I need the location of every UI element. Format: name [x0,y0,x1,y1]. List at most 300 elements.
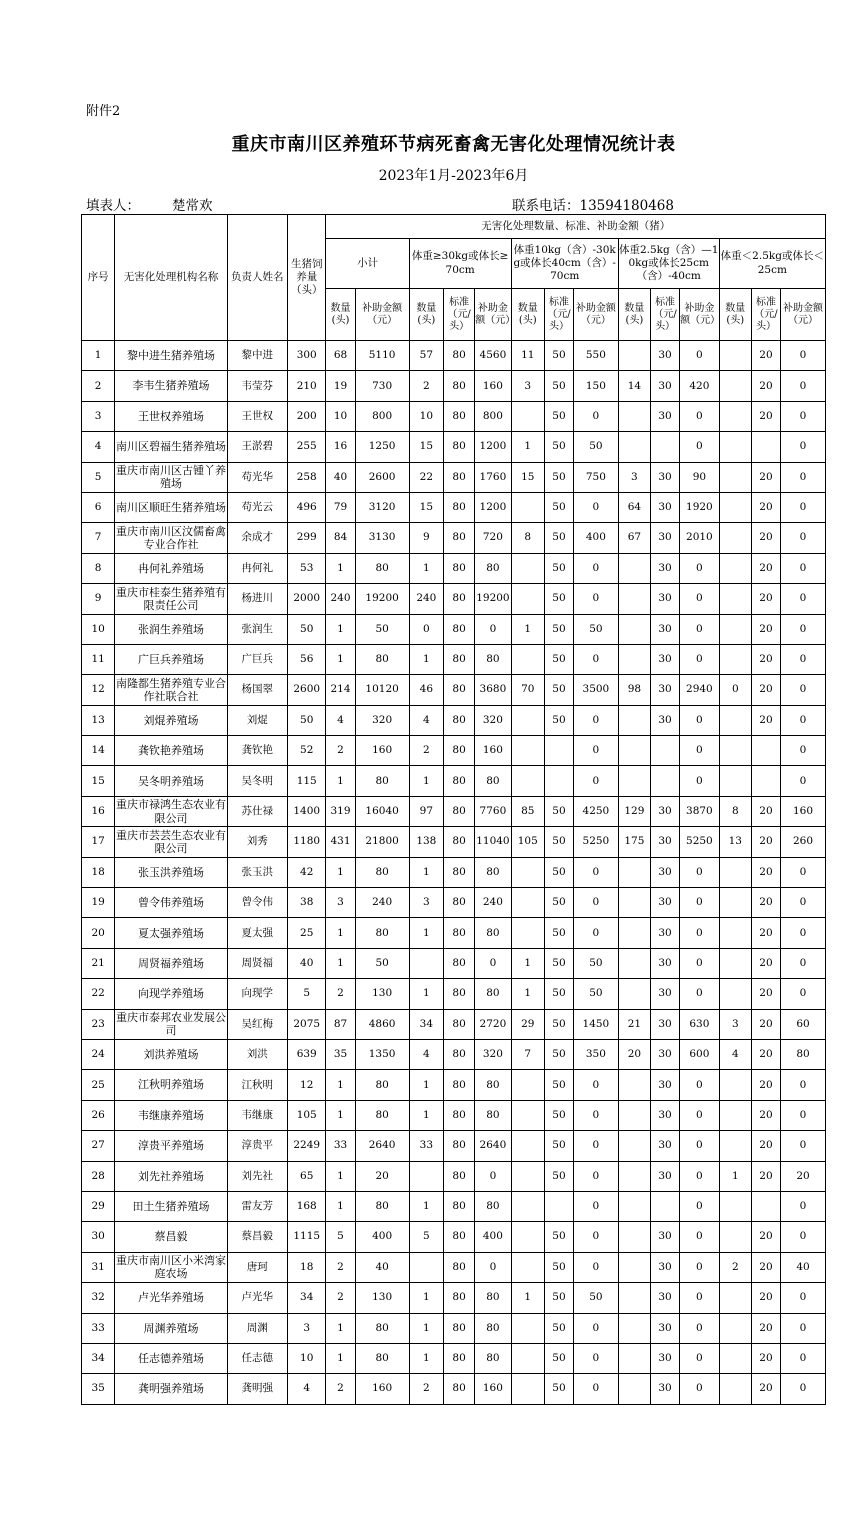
cell-seq: 10 [82,614,115,644]
cell-sub-amt: 16040 [355,796,409,826]
cell-w4-std [751,766,780,796]
cell-w1-amt: 0 [475,1252,511,1282]
cell-w4-amt: 0 [781,492,826,522]
cell-w1-qty: 33 [409,1131,443,1161]
cell-sub-amt: 400 [355,1222,409,1252]
cell-w2-amt: 0 [574,401,619,431]
cell-w4-qty [719,1222,751,1252]
cell-person: 吴冬明 [227,766,287,796]
table-row [82,979,826,1009]
cell-person: 刘焜 [227,705,287,735]
cell-w4-qty [719,462,751,492]
cell-stock: 4 [287,1374,325,1404]
cell-person: 周渊 [227,1313,287,1343]
cell-w4-qty [719,1191,751,1221]
cell-w3-amt: 0 [680,979,720,1009]
cell-org: 张润生养殖场 [115,614,227,644]
cell-w3-qty: 64 [618,492,650,522]
cell-w1-qty: 1 [409,857,443,887]
cell-sub-qty: 10 [326,401,355,431]
cell-sub-qty: 33 [326,1131,355,1161]
statistics-table [81,214,826,1405]
cell-sub-amt: 2600 [355,462,409,492]
cell-seq: 25 [82,1070,115,1100]
cell-w4-qty [719,1374,751,1404]
cell-w3-std: 30 [651,1161,680,1191]
header-group: 无害化处理数量、标准、补助金额（猪） [326,215,826,239]
cell-w1-amt: 80 [475,857,511,887]
cell-sub-amt: 2640 [355,1131,409,1161]
cell-w3-amt: 0 [680,1161,720,1191]
cell-w1-std: 80 [444,553,475,583]
cell-w1-qty: 138 [409,827,443,857]
cell-w1-amt: 80 [475,1191,511,1221]
cell-org: 重庆市南川区汶儒畜禽专业合作社 [115,523,227,553]
cell-w4-std: 20 [751,1070,780,1100]
cell-org: 南隆都生猪养殖专业合作社联合社 [115,675,227,705]
cell-w3-qty [618,1100,650,1130]
cell-w3-amt: 0 [680,766,720,796]
cell-w1-amt: 0 [475,614,511,644]
cell-w4-std: 20 [751,675,780,705]
cell-w4-qty [719,1100,751,1130]
cell-w4-std: 20 [751,888,780,918]
cell-stock: 200 [287,401,325,431]
cell-w2-amt: 1450 [574,1009,619,1039]
cell-w4-std: 20 [751,371,780,401]
cell-w3-amt: 5250 [680,827,720,857]
cell-w2-std: 50 [544,705,573,735]
cell-w1-qty: 1 [409,1191,443,1221]
cell-w3-qty [618,888,650,918]
header-sub-qty: 数量(头) [326,289,355,341]
cell-w4-std: 20 [751,705,780,735]
cell-person: 向现学 [227,979,287,1009]
table-row [82,827,826,857]
cell-w3-qty [618,341,650,371]
cell-w1-qty: 34 [409,1009,443,1039]
cell-w1-amt: 80 [475,644,511,674]
cell-stock: 40 [287,948,325,978]
cell-w1-qty [409,1161,443,1191]
cell-w1-qty: 0 [409,614,443,644]
cell-w1-amt: 11040 [475,827,511,857]
table-row [82,1252,826,1282]
cell-w1-std: 80 [444,1070,475,1100]
cell-w4-amt: 0 [781,1313,826,1343]
cell-w1-std: 80 [444,584,475,614]
cell-w1-amt: 1760 [475,462,511,492]
cell-w2-std: 50 [544,1252,573,1282]
cell-seq: 35 [82,1374,115,1404]
cell-w3-amt: 0 [680,1313,720,1343]
cell-w2-amt: 0 [574,1161,619,1191]
cell-person: 任志德 [227,1343,287,1373]
cell-w3-amt: 90 [680,462,720,492]
cell-w1-std: 80 [444,827,475,857]
cell-w3-qty [618,1313,650,1343]
cell-w4-amt: 0 [781,401,826,431]
cell-w2-amt: 0 [574,1191,619,1221]
cell-w2-amt: 50 [574,979,619,1009]
cell-sub-amt: 80 [355,766,409,796]
cell-w2-std: 50 [544,462,573,492]
table-row [82,675,826,705]
cell-org: 广巨兵养殖场 [115,644,227,674]
header-seq: 序号 [82,215,115,341]
cell-w3-qty [618,1191,650,1221]
header-subtotal: 小计 [326,239,409,289]
cell-seq: 7 [82,523,115,553]
cell-w1-qty: 57 [409,341,443,371]
contact-phone: 联系电话：13594180468 [512,198,674,214]
cell-w3-qty [618,614,650,644]
cell-seq: 9 [82,584,115,614]
cell-person: 龚明强 [227,1374,287,1404]
cell-w4-amt: 0 [781,523,826,553]
cell-w4-qty [719,736,751,766]
cell-w1-amt: 80 [475,979,511,1009]
cell-w1-qty: 1 [409,644,443,674]
cell-seq: 15 [82,766,115,796]
cell-sub-qty: 2 [326,1252,355,1282]
cell-w2-std: 50 [544,796,573,826]
cell-w2-amt: 0 [574,1131,619,1161]
cell-w4-std: 20 [751,401,780,431]
cell-w1-qty: 1 [409,979,443,1009]
cell-sub-qty: 79 [326,492,355,522]
cell-w1-std: 80 [444,644,475,674]
cell-w3-std: 30 [651,1009,680,1039]
cell-w3-amt: 0 [680,644,720,674]
table-row [82,1313,826,1343]
cell-w2-qty: 85 [511,796,544,826]
table-row [82,1161,826,1191]
cell-stock: 56 [287,644,325,674]
table-row [82,796,826,826]
cell-w4-amt: 0 [781,371,826,401]
cell-sub-qty: 35 [326,1039,355,1069]
table-row [82,736,826,766]
cell-person: 周贤福 [227,948,287,978]
cell-person: 雷友芳 [227,1191,287,1221]
cell-w2-amt: 0 [574,1222,619,1252]
cell-org: 韦继康养殖场 [115,1100,227,1130]
cell-w3-std: 30 [651,492,680,522]
cell-w3-amt: 0 [680,736,720,766]
cell-w4-amt: 0 [781,888,826,918]
cell-sub-amt: 730 [355,371,409,401]
cell-w4-qty [719,1070,751,1100]
page-title: 重庆市南川区养殖环节病死畜禽无害化处理情况统计表 [231,134,676,155]
cell-w1-std: 80 [444,1252,475,1282]
cell-w2-qty [511,1343,544,1373]
cell-seq: 11 [82,644,115,674]
header-w2: 体重10kg（含）-30kg或体长40cm（含）-70cm [511,239,618,289]
cell-w3-std: 30 [651,1374,680,1404]
cell-w4-amt: 0 [781,1343,826,1373]
cell-w2-amt: 0 [574,584,619,614]
cell-w4-qty [719,857,751,887]
cell-w2-amt: 0 [574,705,619,735]
cell-w4-std: 20 [751,1009,780,1039]
cell-org: 夏太强养殖场 [115,918,227,948]
cell-w1-qty: 22 [409,462,443,492]
cell-w3-std: 30 [651,918,680,948]
cell-w2-qty [511,553,544,583]
cell-w2-std: 50 [544,918,573,948]
cell-w3-std: 30 [651,462,680,492]
cell-org: 刘焜养殖场 [115,705,227,735]
cell-w1-std: 80 [444,1100,475,1130]
header-w4-amt: 补助金额（元） [781,289,826,341]
cell-org: 刘先社养殖场 [115,1161,227,1191]
cell-person: 唐珂 [227,1252,287,1282]
cell-w3-qty: 3 [618,462,650,492]
cell-stock: 25 [287,918,325,948]
report-period: 2023年1月-2023年6月 [378,168,529,184]
cell-w4-amt: 260 [781,827,826,857]
cell-w3-amt: 0 [680,401,720,431]
cell-w4-amt: 0 [781,918,826,948]
table-row [82,401,826,431]
cell-w4-amt: 0 [781,1191,826,1221]
cell-w1-amt: 2640 [475,1131,511,1161]
cell-w4-qty [719,766,751,796]
cell-person: 龚钦艳 [227,736,287,766]
cell-w4-qty [719,401,751,431]
cell-w4-amt: 160 [781,796,826,826]
cell-w2-qty: 1 [511,432,544,462]
cell-w1-amt: 2720 [475,1009,511,1039]
cell-w4-amt: 0 [781,462,826,492]
cell-w2-amt: 4250 [574,796,619,826]
cell-w3-amt: 420 [680,371,720,401]
cell-w4-qty: 8 [719,796,751,826]
cell-sub-qty: 40 [326,462,355,492]
cell-w4-amt: 0 [781,1070,826,1100]
cell-w3-std: 30 [651,948,680,978]
cell-w4-qty [719,371,751,401]
cell-person: 卢光华 [227,1283,287,1313]
cell-sub-amt: 160 [355,736,409,766]
cell-sub-amt: 21800 [355,827,409,857]
cell-sub-qty: 4 [326,705,355,735]
cell-w4-amt: 0 [781,948,826,978]
cell-w3-amt: 0 [680,553,720,583]
cell-w4-qty [719,1343,751,1373]
table-row [82,341,826,371]
cell-w2-amt: 0 [574,492,619,522]
cell-w2-std: 50 [544,979,573,1009]
cell-sub-amt: 1350 [355,1039,409,1069]
cell-w3-amt: 1920 [680,492,720,522]
cell-person: 刘洪 [227,1039,287,1069]
cell-w2-std: 50 [544,888,573,918]
cell-w1-std: 80 [444,1343,475,1373]
table-row [82,1222,826,1252]
cell-org: 周渊养殖场 [115,1313,227,1343]
cell-w2-amt: 0 [574,888,619,918]
table-row [82,1343,826,1373]
cell-w2-std: 50 [544,584,573,614]
cell-w4-amt: 0 [781,766,826,796]
cell-w1-qty [409,948,443,978]
cell-w2-qty [511,1313,544,1343]
cell-seq: 34 [82,1343,115,1373]
cell-w3-std: 30 [651,1131,680,1161]
cell-w1-amt: 80 [475,553,511,583]
cell-org: 吴冬明养殖场 [115,766,227,796]
cell-seq: 23 [82,1009,115,1039]
cell-w1-std: 80 [444,523,475,553]
table-row [82,614,826,644]
cell-sub-qty: 1 [326,1191,355,1221]
cell-stock: 496 [287,492,325,522]
table-row [82,432,826,462]
cell-w1-qty: 1 [409,553,443,583]
cell-w4-qty [719,432,751,462]
cell-stock: 52 [287,736,325,766]
cell-stock: 639 [287,1039,325,1069]
cell-seq: 16 [82,796,115,826]
cell-sub-amt: 130 [355,1283,409,1313]
header-w4: 体重＜2.5kg或体长＜25cm [719,239,825,289]
cell-seq: 26 [82,1100,115,1130]
cell-seq: 24 [82,1039,115,1069]
cell-w1-std: 80 [444,918,475,948]
cell-seq: 17 [82,827,115,857]
cell-w1-qty: 5 [409,1222,443,1252]
cell-w2-std: 50 [544,492,573,522]
cell-seq: 8 [82,553,115,583]
cell-w2-qty [511,1252,544,1282]
cell-w4-std: 20 [751,1039,780,1069]
cell-person: 夏太强 [227,918,287,948]
cell-w3-qty [618,1374,650,1404]
cell-w2-qty: 70 [511,675,544,705]
cell-org: 张玉洪养殖场 [115,857,227,887]
cell-w3-qty [618,948,650,978]
cell-w4-qty: 13 [719,827,751,857]
cell-sub-qty: 3 [326,888,355,918]
cell-w2-qty: 11 [511,341,544,371]
cell-w1-qty: 1 [409,918,443,948]
cell-w3-amt: 2010 [680,523,720,553]
cell-seq: 33 [82,1313,115,1343]
cell-w2-std: 50 [544,341,573,371]
cell-w4-qty [719,888,751,918]
cell-stock: 258 [287,462,325,492]
cell-seq: 2 [82,371,115,401]
cell-w3-amt: 3870 [680,796,720,826]
cell-w2-std: 50 [544,948,573,978]
cell-stock: 105 [287,1100,325,1130]
cell-w4-std: 20 [751,1343,780,1373]
cell-w4-qty [719,705,751,735]
cell-w2-amt: 0 [574,1070,619,1100]
cell-w3-qty [618,553,650,583]
cell-w1-std: 80 [444,1222,475,1252]
table-row [82,553,826,583]
cell-w2-amt: 550 [574,341,619,371]
cell-w3-std [651,736,680,766]
cell-person: 冉何礼 [227,553,287,583]
cell-w2-std [544,1191,573,1221]
cell-w2-qty: 3 [511,371,544,401]
cell-stock: 50 [287,705,325,735]
cell-seq: 4 [82,432,115,462]
cell-stock: 1180 [287,827,325,857]
cell-w1-std: 80 [444,796,475,826]
cell-w1-amt: 80 [475,1313,511,1343]
cell-sub-amt: 1250 [355,432,409,462]
cell-w2-std: 50 [544,1039,573,1069]
cell-seq: 27 [82,1131,115,1161]
table-row [82,948,826,978]
table-row [82,644,826,674]
cell-w3-amt: 0 [680,857,720,887]
cell-w4-amt: 0 [781,1222,826,1252]
cell-w4-amt: 0 [781,432,826,462]
cell-seq: 32 [82,1283,115,1313]
cell-w4-qty [719,492,751,522]
cell-seq: 22 [82,979,115,1009]
cell-org: 重庆市芸芸生态农业有限公司 [115,827,227,857]
cell-w2-qty: 7 [511,1039,544,1069]
cell-w1-std: 80 [444,462,475,492]
cell-w2-std [544,766,573,796]
cell-w3-qty [618,705,650,735]
cell-w1-std: 80 [444,341,475,371]
cell-w2-std: 50 [544,1313,573,1343]
cell-w2-qty: 15 [511,462,544,492]
cell-w1-std: 80 [444,1131,475,1161]
cell-w4-qty: 0 [719,675,751,705]
cell-w4-std: 20 [751,523,780,553]
cell-w1-qty: 46 [409,675,443,705]
cell-person: 张润生 [227,614,287,644]
cell-w3-std [651,766,680,796]
cell-w3-qty [618,401,650,431]
cell-w3-std: 30 [651,1252,680,1282]
table-body [82,341,826,1405]
table-row [82,918,826,948]
cell-w4-qty [719,1283,751,1313]
cell-w2-amt: 150 [574,371,619,401]
cell-w4-qty: 4 [719,1039,751,1069]
cell-w4-std: 20 [751,1131,780,1161]
cell-w3-qty [618,1283,650,1313]
cell-w3-qty [618,1252,650,1282]
cell-sub-qty: 1 [326,1161,355,1191]
cell-seq: 1 [82,341,115,371]
cell-stock: 5 [287,979,325,1009]
header-w1-qty: 数量(头) [409,289,443,341]
cell-sub-amt: 3120 [355,492,409,522]
cell-w4-amt: 0 [781,979,826,1009]
cell-w3-amt: 0 [680,1222,720,1252]
cell-w4-std: 20 [751,827,780,857]
header-w1-amt: 补助金额（元） [475,289,511,341]
cell-w3-std: 30 [651,584,680,614]
cell-w1-qty: 2 [409,1374,443,1404]
cell-w1-amt: 800 [475,401,511,431]
cell-w3-qty [618,979,650,1009]
cell-org: 卢光华养殖场 [115,1283,227,1313]
cell-w3-qty [618,584,650,614]
cell-person: 吴红梅 [227,1009,287,1039]
